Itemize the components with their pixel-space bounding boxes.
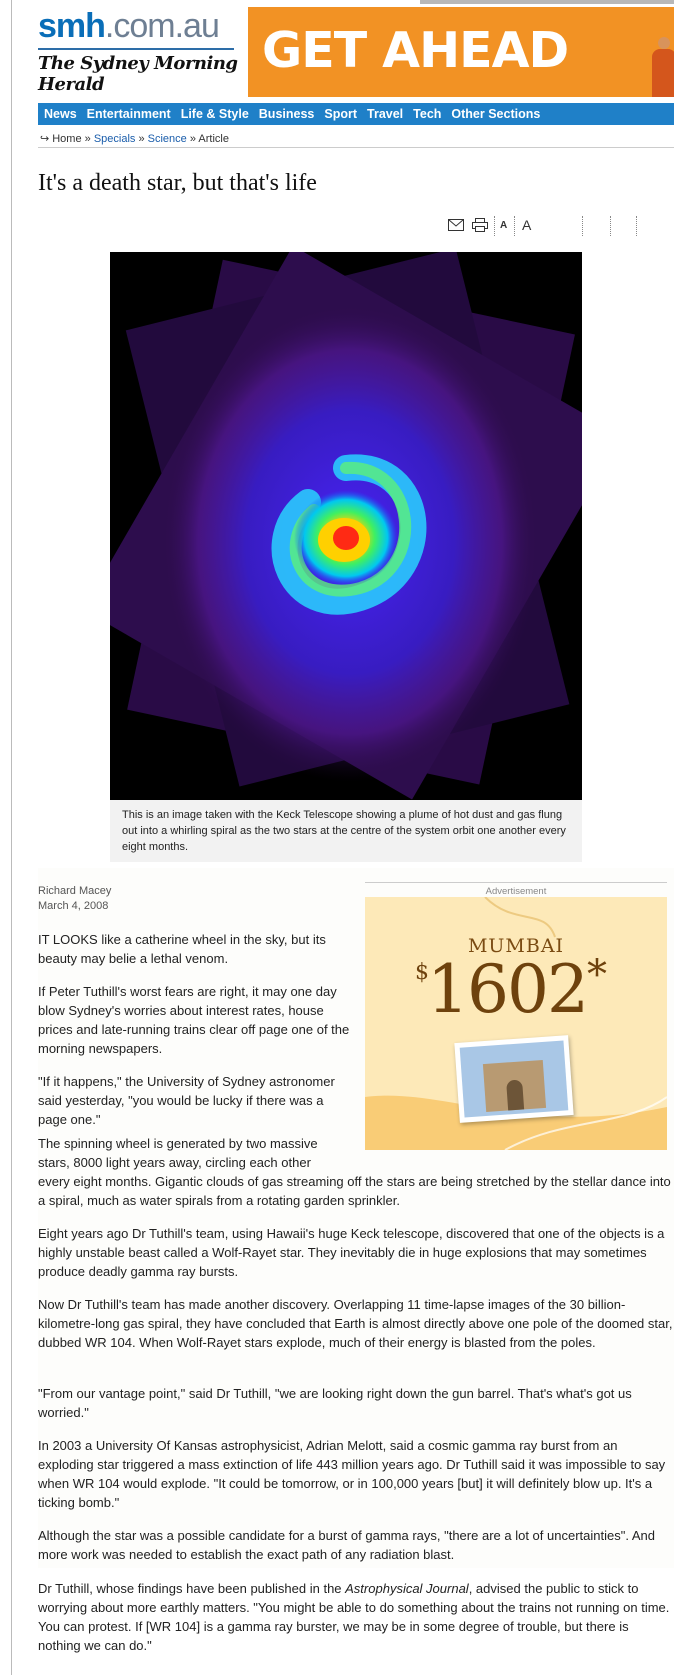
top-ad-headline: GET AHEAD (262, 22, 569, 79)
breadcrumb-current: Article (198, 133, 229, 145)
top-banner-ad[interactable] (248, 7, 674, 97)
ad-price-asterisk: * (586, 952, 605, 998)
breadcrumb-home[interactable]: Home (52, 133, 82, 145)
breadcrumb-specials[interactable]: Specials (93, 133, 136, 145)
breadcrumb (40, 132, 229, 145)
tool-divider (582, 216, 583, 236)
breadcrumb-arrow-icon: ↪ (40, 133, 50, 145)
article-paragraph: Eight years ago Dr Tuthill's team, using Hawaii's huge Keck telescope, discovered that one of the objects is a highly unstable beast called a Wolf-Rayet star. They inevitably die in huge explosions that may sometimes produce deadly gamma ray bursts. (38, 1226, 665, 1279)
tool-divider (494, 216, 495, 236)
nav-business[interactable]: Business (258, 107, 315, 121)
breadcrumb-separator: » (138, 133, 145, 145)
nav-life-style[interactable]: Life & Style (180, 107, 249, 121)
font-increase-button[interactable]: A (522, 217, 532, 233)
article-paragraph: Although the star was a possible candidate for a burst of gamma rays, "there are a lot of uncertainties". And more work was needed to establish the exact path of any radiation blast. (38, 1528, 655, 1562)
byline (38, 884, 111, 914)
top-strip (420, 0, 674, 4)
tool-divider (514, 216, 515, 236)
tool-divider (610, 216, 611, 236)
logo-domain-main: smh (38, 7, 105, 45)
nav-news[interactable]: News (44, 107, 77, 121)
tool-divider (636, 216, 637, 236)
image-caption: This is an image taken with the Keck Telescope showing a plume of hot dust and gas flung out into a whirling spiral as the two stars at the centre of the system orbit one another every eight months. (110, 800, 582, 862)
article-headline: It's a death star, but that's life (38, 170, 317, 196)
main-navigation (38, 103, 674, 125)
nav-entertainment[interactable]: Entertainment (86, 107, 171, 121)
spiral-nebula-image (110, 252, 582, 800)
breadcrumb-separator: » (84, 133, 91, 145)
publish-date: March 4, 2008 (38, 900, 109, 912)
article-paragraph: "From our vantage point," said Dr Tuthill, "we are looking right down the gun barrel. That's what's got us worried." (38, 1386, 632, 1420)
breadcrumb-divider (38, 147, 674, 148)
article-paragraph: "If it happens," the University of Sydney astronomer said yesterday, "you would be lucky if there was a page one." (38, 1074, 335, 1127)
printer-icon (472, 218, 488, 232)
nav-travel[interactable]: Travel (367, 107, 404, 121)
ad-destination: MUMBAI (467, 935, 565, 957)
ad-price (415, 951, 605, 1028)
logo-domain (38, 8, 238, 44)
print-article-button[interactable] (472, 216, 488, 234)
page-left-rule (11, 0, 12, 1675)
ad-landmark-photo (454, 1035, 573, 1123)
breadcrumb-science[interactable]: Science (147, 133, 187, 145)
ad-price-value: 1602 (427, 951, 587, 1028)
article-paragraph: In 2003 a University Of Kansas astrophysicist, Adrian Melott, said a cosmic gamma ray burst from an exploding star triggered a mass extinction of life 443 million years ago. Dr Tuthill said it was impossible to say when WR 104 would explode. "It could be tomorrow, or in 100,000 years [but] it will definitely blow up. It's a ticking bomb." (38, 1438, 666, 1510)
advertisement-label: Advertisement (365, 882, 667, 897)
author-name: Richard Macey (38, 885, 112, 897)
paragraph-text: Dr Tuthill, whose findings have been published in the (38, 1581, 346, 1596)
logo-domain-tld: .com.au (104, 7, 219, 45)
logo-divider (38, 48, 234, 50)
side-advertisement[interactable] (365, 897, 667, 1150)
paragraph-text: , advised the public to stick to worrying about more earthly matters. "You might be able to do something about the trains not running on time. You can protest. If [WR 104] is a gamma ray burster, we may be in some degree of trouble, but there is nothing we can do." (38, 1581, 670, 1653)
article-paragraph: If Peter Tuthill's worst fears are right, it may one day blow Sydney's worries about interest rates, house prices and late-running trains clear off page one of the morning newspapers. (38, 984, 350, 1056)
nav-other-sections[interactable]: Other Sections (451, 107, 541, 121)
envelope-icon (448, 219, 464, 231)
article-paragraph: The spinning wheel is generated by two massive stars, 8000 light years away, circling each other (38, 1136, 318, 1170)
article-image (110, 252, 582, 800)
article-paragraph: Now Dr Tuthill's team has made another discovery. Overlapping 11 time-lapse images of the 30 billion-kilometre-long gas spiral, they have concluded that Earth is almost directly above one pole of the doomed star, dubbed WR 104. When Wolf-Rayet stars explode, much of their energy is blasted from the poles. (38, 1297, 673, 1350)
nav-sport[interactable]: Sport (324, 107, 358, 121)
journal-name: Astrophysical Journal (345, 1581, 469, 1596)
newspaper-name: The Sydney Morning Herald (38, 53, 238, 95)
article-tools (448, 216, 674, 234)
nav-tech[interactable]: Tech (413, 107, 442, 121)
masthead-logo[interactable] (38, 8, 238, 100)
ad-price-currency: $ (415, 960, 427, 985)
article-paragraph: IT LOOKS like a catherine wheel in the sky, but its beauty may belie a lethal venom. (38, 932, 326, 966)
article-paragraph: every eight months. Gigantic clouds of gas streaming off the stars are being stretched by the stellar dance into a spiral, much as water spirals from a rotating garden sprinkler. (38, 1174, 671, 1208)
top-ad-person-image (650, 37, 674, 97)
font-decrease-button[interactable]: A (500, 219, 508, 231)
email-article-button[interactable] (448, 216, 464, 234)
article-paragraph-last (38, 1579, 674, 1655)
breadcrumb-separator: » (189, 133, 196, 145)
